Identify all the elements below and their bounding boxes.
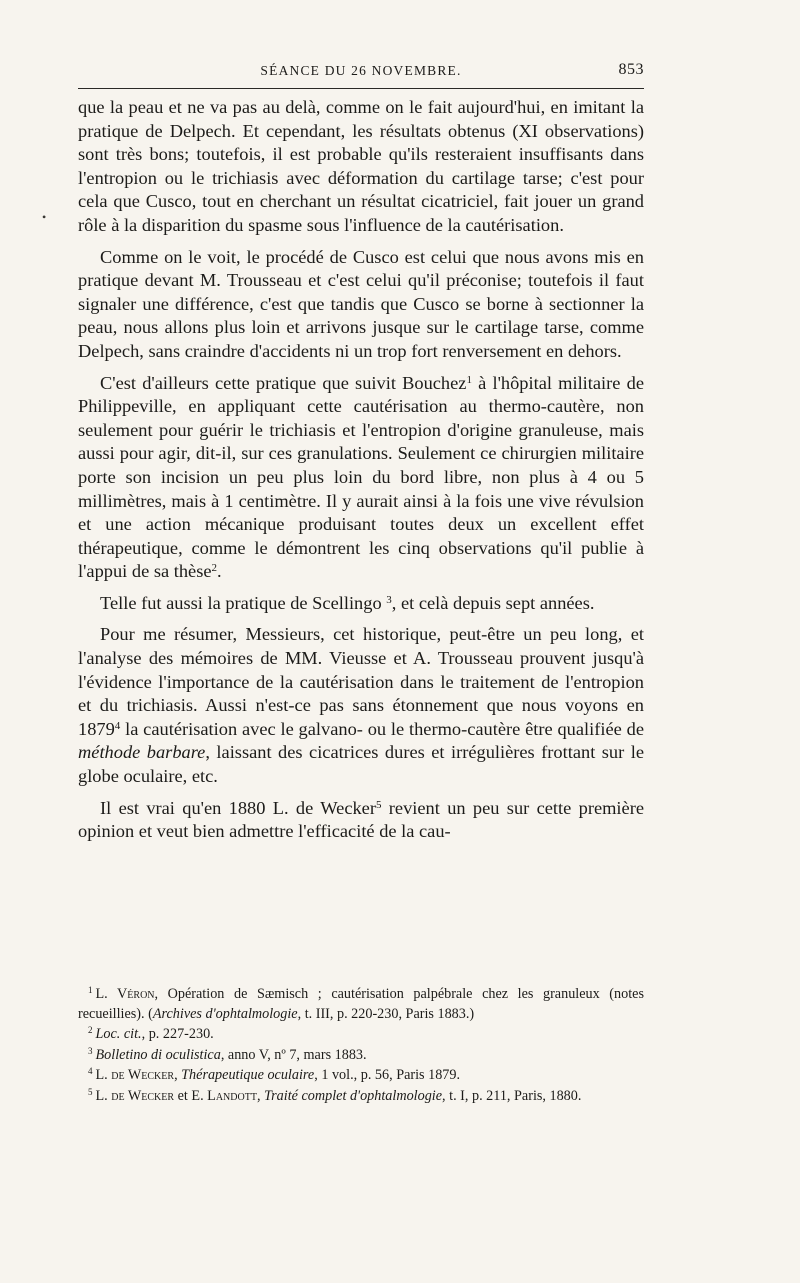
- footnote-text: , t. III, p. 220-230, Paris 1883.): [297, 1005, 475, 1022]
- footnote-ref-3: 3: [386, 593, 392, 606]
- margin-mark: •: [42, 210, 47, 224]
- footnote-text: et: [174, 1087, 192, 1104]
- footnote-ref-2: 2: [211, 562, 218, 575]
- paragraph-1: que la peau et ne va pas au delà, comme on le fait aujourd'hui, en imitant la pratique de Delpech. Et cependant, les résultats obtenus (XI observations) sont très bons; toutefois, il est probable qu'ils resteraient insuffisants dans l'entropion ou le trichiasis avec déformation du cartilage tarse; c'est pour cela que Cusco, tout en cherchant un résultat cicatriciel, fait jouer un grand rôle à la disparition du spasme sous l'influence de la cautérisation.: [78, 97, 644, 235]
- footnote-text: , anno V, nº 7, mars 1883.: [220, 1046, 367, 1063]
- footnote-text: , p. 227-230.: [141, 1026, 214, 1043]
- footnote-2: [78, 1025, 644, 1045]
- footnote-5: [78, 1087, 644, 1107]
- footnote-author: L. de Wecker: [95, 1087, 175, 1104]
- footnote-italic: Thérapeutique oculaire: [181, 1067, 315, 1084]
- paragraph-6-text-b: revient un peu sur cette première opinion et veut bien admettre l'efficacité de la cau-: [78, 797, 644, 842]
- footnote-author: L. de Wecker: [95, 1067, 175, 1084]
- paragraph-3-text-b: à l'hôpital militaire de Philippeville, en appliquant cette cautérisation au thermo-cautère, non seulement pour guérir le trichiasis et l'entropion d'origine granuleuse, mais aussi pour agir, dit-il, sur ces granulations. Seulement ce chirurgien militaire porte son incision un peu plus loin du bord libre, non plus à 4 ou 5 millimètres, mais à 1 centimètre. Il y aurait ainsi à la fois une vive révulsion et une action mécanique produisant toutes deux un excellent effet thérapeutique, comme le démontrent les cinq observations qu'il publie à l'appui de sa thèse: [78, 372, 644, 582]
- paragraph-2: Comme on le voit, le procédé de Cusco est celui que nous avons mis en pratique devant M. Trousseau et c'est celui qu'il préconise; toutefois il faut signaler une différence, c'est que tandis que Cusco se borne à sectionner la peau, nous allons plus loin et arrivons jusque sur le cartilage tarse, comme Delpech, sans craindre d'accidents ni un trop fort renversement en dehors.: [78, 246, 644, 361]
- footnote-text: , 1 vol., p. 56, Paris 1879.: [314, 1067, 461, 1084]
- footnote-3: [78, 1046, 644, 1066]
- footnote-italic: Loc. cit.: [95, 1026, 142, 1043]
- paragraph-5-text-a: Pour me résumer, Messieurs, cet historique, peut-être un peu long, et l'analyse des mémoires de MM. Vieusse et A. Trousseau prouvent jusqu'à l'évidence l'importance de la cautérisation dans le traitement de l'entropion et du trichiasis. Aussi n'est-ce pas sans étonnement que nous voyons en 1879: [78, 624, 644, 739]
- footnote-number: 3: [88, 1045, 93, 1056]
- page-number: 853: [618, 61, 644, 78]
- footnote-number: 2: [88, 1025, 93, 1036]
- footnote-4: [78, 1066, 644, 1086]
- footnote-italic: Traité complet d'ophtalmologie: [264, 1087, 443, 1104]
- footnote-1: [78, 985, 644, 1024]
- footnote-italic: Bolletino di oculistica: [95, 1046, 221, 1063]
- emphasis-methode-barbare: méthode barbare: [78, 742, 206, 763]
- footnote-author: L. Véron: [95, 986, 155, 1002]
- paragraph-6: [78, 797, 644, 844]
- footnote-ref-5: 5: [375, 798, 382, 811]
- paragraph-6-text-a: Il est vrai qu'en 1880 L. de Wecker: [100, 797, 376, 818]
- body-text: [78, 96, 644, 844]
- paragraph-5-text-c: , laissant des cicatrices dures et irrégulières frottant sur le globe oculaire, etc.: [78, 742, 644, 787]
- paragraph-5-text-b: la cautérisation avec le galvano- ou le thermo-cautère être qualifiée de: [120, 718, 644, 739]
- footnote-text: , Opération de Sæmisch ; cautérisation palpébrale chez les granuleux (notes recueillies). (: [78, 986, 644, 1022]
- footnote-text: ,: [174, 1067, 182, 1084]
- paragraph-5: [78, 623, 644, 788]
- footnote-ref-1: 1: [466, 373, 472, 386]
- footnote-ref-4: 4: [114, 719, 121, 732]
- paragraph-3-text-a: C'est d'ailleurs cette pratique que suivit Bouchez: [100, 372, 467, 393]
- footnote-number: 1: [88, 985, 93, 995]
- footnote-text: ,: [256, 1087, 265, 1104]
- footnote-number: 5: [88, 1086, 93, 1097]
- paragraph-3-text-c: .: [217, 561, 222, 582]
- paragraph-3: [78, 372, 644, 584]
- page-header: [78, 58, 644, 89]
- footnote-number: 4: [88, 1066, 93, 1077]
- running-head: SÉANCE DU 26 NOVEMBRE.: [260, 63, 462, 78]
- footnote-text: , t. I, p. 211, Paris, 1880.: [442, 1087, 582, 1104]
- paragraph-4-text-a: Telle fut aussi la pratique de Scellingo: [100, 592, 387, 613]
- footnote-journal: Archives d'ophtalmologie: [152, 1005, 298, 1022]
- footnote-author: E. Landott: [191, 1087, 257, 1104]
- paragraph-4: [78, 592, 644, 616]
- paragraph-4-text-b: , et celà depuis sept années.: [391, 592, 595, 613]
- footnotes: [78, 985, 644, 1108]
